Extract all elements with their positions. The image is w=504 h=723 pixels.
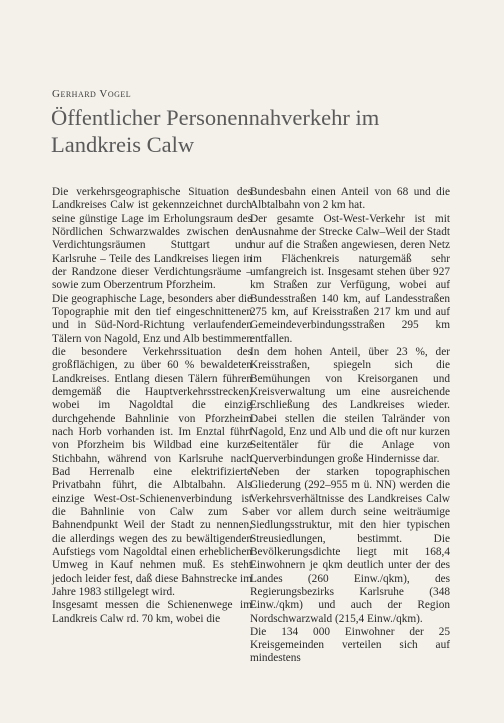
paragraph: Neben der starken topographischen Gliederung (292–955 m ü. NN) werden die Verkehrsverhältnisse des Landkreises Calw aber vor allem durch seine weiträumige Siedlungsstruktur, mit den hier typischen Streusiedlungen, bestimmt. Die Bevölkerungsdichte liegt mit 168,4 Einwohnern je qkm deutlich unter der des Landes (260 Einw./qkm), des Regierungsbezirks Karlsruhe (348 Einw./qkm) und auch der Region Nordschwarzwald (215,4 Einw./qkm). [250, 465, 450, 625]
right-column [250, 186, 450, 666]
left-column [52, 186, 252, 626]
article-title: Öffentlicher Personennahverkehr im Landkreis Calw [51, 105, 380, 157]
paragraph: Die verkehrsgeographische Situation des Landkreises Calw ist gekennzeichnet durch seine günstige Lage im Erholungsraum des Nördlichen Schwarzwaldes zwischen den Verdichtungsräumen Stuttgart und Karlsruhe – Teile des Landkreises liegen in der Randzone dieser Verdichtungsräume – sowie zum Oberzentrum Pforzheim. [52, 186, 252, 292]
paragraph: In dem hohen Anteil, über 23 %, der Kreisstraßen, spiegeln sich die Bemühungen von Kreisorganen und Kreisverwaltung um eine ausreichende Erschließung des Landkreises wieder. Dabei stellen die steilen Talränder von Nagold, Enz und Alb und die oft nur kurzen Seitentäler für die Anlage von Querverbindungen große Hindernisse dar. [250, 345, 450, 465]
author-name: Gerhard Vogel [52, 88, 132, 100]
paragraph: Die geographische Lage, besonders aber die Topographie mit den tief eingeschnittenen und in Süd-Nord-Richtung verlaufenden Tälern von Nagold, Enz und Alb bestimmen die besondere Verkehrssituation des großflächigen, zu über 60 % bewaldeten Landkreises. Entlang diesen Tälern führen demgemäß die Hauptverkehrsstrecken, wobei im Nagoldtal die einzig durchgehende Bahnlinie von Pforzheim nach Horb vorhanden ist. Im Enztal führt von Pforzheim bis Wildbad eine kurze Stichbahn, während von Karlsruhe nach Bad Herrenalb eine elektrifizierte Privatbahn führt, die Albtalbahn. Als einzige West-Ost-Schienenverbindung ist die Bahnlinie von Calw zum S-Bahnendpunkt Weil der Stadt zu nennen, die allerdings wegen des zu bewältigenden Aufstiegs vom Nagoldtal einen erheblichen Umweg in Kauf nehmen muß. Es steht jedoch leider fest, daß diese Bahnstrecke im Jahre 1983 stillgelegt wird. [52, 292, 252, 598]
paragraph: Der gesamte Ost-West-Verkehr ist mit Ausnahme der Strecke Calw–Weil der Stadt nur auf die Straßen angewiesen, deren Netz im Flächenkreis naturgemäß sehr umfangreich ist. Insgesamt stehen über 927 km Straßen zur Verfügung, wobei auf Bundesstraßen 140 km, auf Landesstraßen 275 km, auf Kreisstraßen 217 km und auf Gemeindeverbindungsstraßen 295 km entfallen. [250, 212, 450, 345]
paragraph: Insgesamt messen die Schienenwege im Landkreis Calw rd. 70 km, wobei die [52, 599, 252, 625]
paragraph: Die 134 000 Einwohner der 25 Kreisgemeinden verteilen sich auf mindestens [250, 625, 450, 665]
paragraph: Bundesbahn einen Anteil von 68 und die Albtalbahn von 2 km hat. [250, 186, 450, 212]
